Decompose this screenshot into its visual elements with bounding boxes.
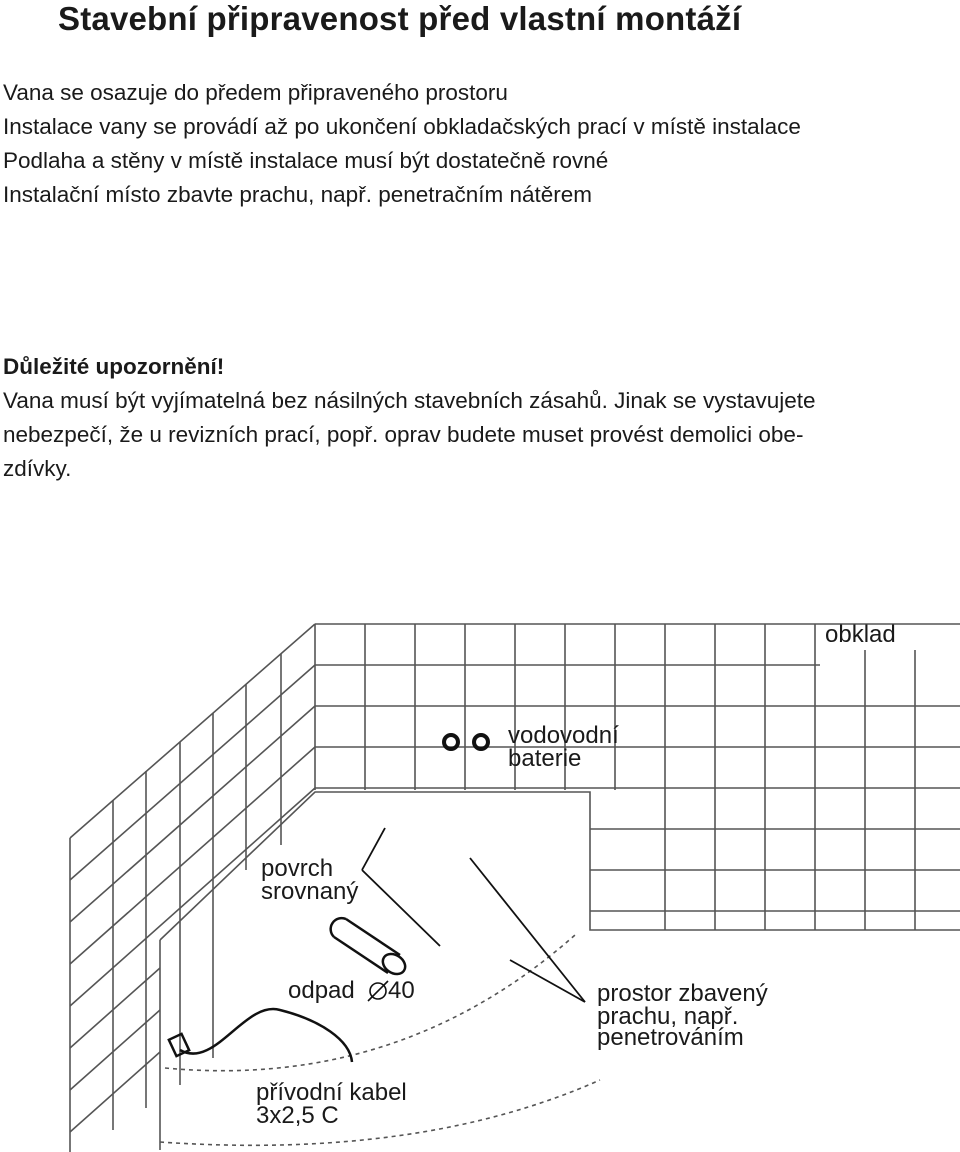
warning-line: Vana musí být vyjímatelná bez násilných stavebních zásahů. Jinak se vystavujete [3,388,816,413]
label-prostor-line2: prachu, např. [597,1003,739,1030]
page-title: Stavební připravenost před vlastní montáží [58,0,742,37]
intro-line: Instalační místo zbavte prachu, např. penetračním nátěrem [3,182,593,207]
intro-line: Vana se osazuje do předem připraveného prostoru [3,80,508,105]
label-odpad: odpad [288,977,355,1004]
warning-line: nebezpečí, že u revizních prací, popř. oprav budete muset provést demolici obe- [3,422,804,447]
intro-line: Podlaha a stěny v místě instalace musí být dostatečně rovné [3,148,609,173]
left-wall-top-edge [70,624,315,838]
label-odpad-size: 40 [388,977,415,1004]
back-wall-tile-grid [315,624,960,930]
diameter-icon [368,981,388,1001]
label-kabel-line1: přívodní kabel [256,1079,407,1106]
label-vodovodni: vodovodní [508,722,619,749]
label-prostor-line1: prostor zbavený [597,980,768,1007]
label-obklad: obklad [825,621,896,648]
installation-diagram [0,600,960,1152]
leader-lines [362,828,585,1002]
warning-block [3,350,958,486]
warning-heading: Důležité upozornění! [3,354,225,379]
warning-line: zdívky. [3,456,72,481]
label-baterie: baterie [508,745,582,772]
intro-line: Instalace vany se provádí až po ukončení obkladačských prací v místě instalace [3,114,801,139]
waste-pipe-icon [331,918,409,978]
label-povrch: povrch [261,855,334,882]
label-srovnany: srovnaný [261,878,359,905]
label-kabel-line2: 3x2,5 C [256,1102,339,1129]
label-prostor-line3: penetrováním [597,1024,744,1051]
intro-paragraph [3,76,801,212]
floor-dust-free-area [165,935,575,1071]
power-cable-icon [169,1009,352,1062]
